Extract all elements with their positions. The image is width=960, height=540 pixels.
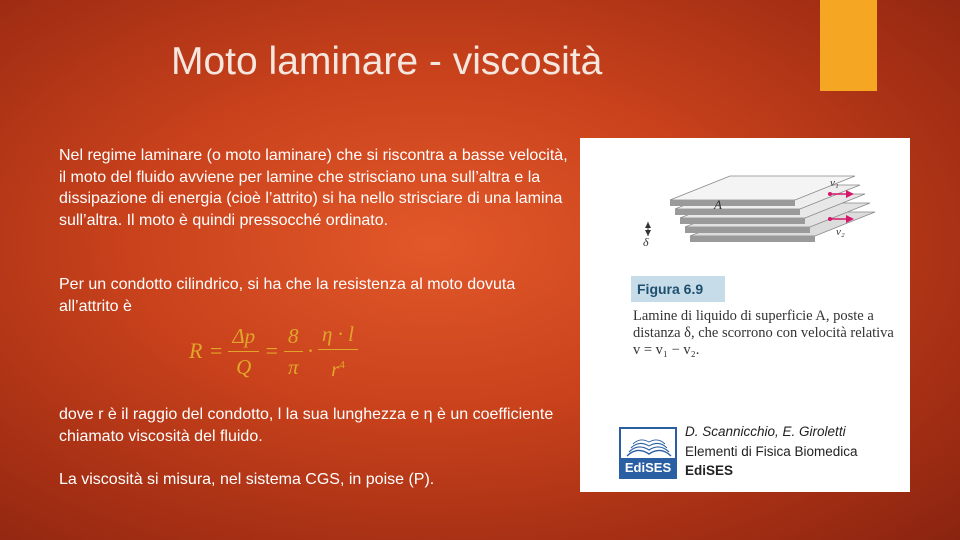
open-book-icon [625, 432, 673, 460]
v2-label: v₂ [836, 226, 845, 238]
accent-bar [820, 0, 877, 91]
fraction-numerator: η · l [318, 321, 358, 350]
fraction-numerator: 8 [284, 323, 303, 352]
logo-text: EdiSES [621, 458, 675, 477]
book-credit [619, 422, 910, 482]
edises-logo [619, 427, 677, 479]
fraction-pressure-flow [228, 323, 259, 380]
fraction-denominator [331, 350, 345, 382]
laminar-plates-diagram [580, 138, 910, 268]
slide-title: Moto laminare - viscosità [171, 40, 603, 83]
book-publisher: EdiSES [685, 463, 734, 478]
book-title: Elementi di Fisica Biomedica [685, 444, 858, 459]
formula-equals: = [264, 338, 279, 363]
figure-panel [580, 138, 910, 492]
fraction-denominator: π [287, 354, 299, 379]
book-authors: D. Scannicchio, E. Giroletti [685, 424, 846, 439]
v1-label: v₁ [830, 177, 839, 189]
radius-exponent: 4 [339, 358, 345, 371]
paragraph-laminar-regime: Nel regime laminare (o moto laminare) che si riscontra a basse velocità, il moto del fluido avviene per lamine che strisciano una sull’altra e la dissipazione di energia (cioè l’attrito) si ha nello strisciare di una lamina sull’altra. Il moto è quindi pressocché ordinato. [59, 147, 568, 229]
area-label: A [714, 197, 722, 212]
fraction-numerator: Δp [228, 323, 259, 352]
paragraph-cylindrical-pipe: Per un condotto cilindrico, si ha che la resistenza al moto dovuta all’attrito è [59, 276, 516, 315]
radius-symbol: r [331, 356, 340, 381]
fraction-denominator: Q [236, 354, 252, 379]
paragraph-poise-unit: La viscosità si misura, nel sistema CGS, in poise (P). [59, 471, 435, 488]
figure-caption: Lamine di liquido di superficie A, poste a distanza δ, che scorrono con velocità relativa v = v₁ − v₂. [633, 308, 894, 358]
fraction-eight-pi [284, 323, 303, 380]
delta-dimension [645, 222, 651, 236]
formula-equals: = [208, 338, 224, 363]
figure-label: Figura 6.9 [631, 276, 725, 302]
paragraph-definitions: dove r è il raggio del condotto, l la sua lunghezza e η è un coefficiente chiamato viscosità del fluido. [59, 406, 554, 445]
resistance-formula [186, 320, 360, 382]
formula-lhs: R [189, 338, 203, 363]
delta-label: δ [643, 235, 649, 249]
formula-dot: · [307, 338, 313, 363]
fraction-viscosity-length [318, 321, 358, 382]
